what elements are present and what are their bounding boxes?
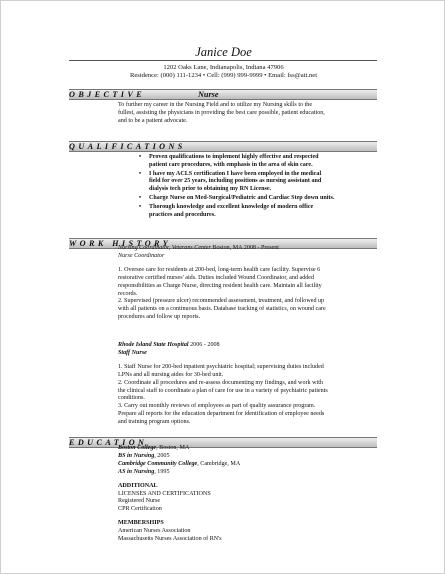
qualifications-heading: QUALIFICATIONS [69,142,186,151]
objective-section-bar [69,89,377,100]
job-duty: 2. Supervised (pressure ulcer) recommended assessment, treatment, and followed up with all patients on a continuous basis. Database tracking of statistics, on wound care procedures and follow up reports. [118,298,326,321]
job-duty: 1. Staff Nurse for 200-bed inpatient psychiatric hospital; supervising duties included LPNs and all nursing aides for 30-bed unit. [118,363,324,378]
membership-item: Massachusetts Nurses Association of RN's [118,536,222,543]
school-line: Boston College, Boston, MA [118,445,190,451]
school-line: Cambridge Community College, Cambridge, MA [118,460,241,467]
qualification-item: • Charge Nurse on Med-Surgical/Pediatric and Cardiac Step down units. [139,195,389,203]
resume-name: Janice Doe [195,45,252,59]
job-duty: 2. Coordinate all procedures and re-assess documenting my findings, and work with the clinical staff to coordinate a plan of care for use in a variety of psychiatric patients conditions. [118,379,328,402]
job-position: Nurse Coordinator [118,252,165,259]
contact-line: Residence: (000) 111-1234 • Cell: (999) 999-9999 • Email: fss@att.net [129,72,318,79]
education-heading: EDUCATION [69,438,148,447]
address-line: 1202 Oaks Lane, Indianapolis, Indiana 47906 [163,64,284,71]
job-duty: 1. Oversee care for residents at 200-bed, long-term health care facility. Supervise 6 restorative certified nurses' aids. Duties included Wound Coordinator, and added responsibilities as Charge Nurse, directing resident health care. Maintain all facility records. [118,266,322,297]
qualification-item: • Proven qualifications to implement highly effective and respected patient care procedures, with emphasis in the area of skin care. [139,154,389,170]
licenses-heading: LICENSES AND CERTIFICATIONS [118,490,211,497]
job-entry-rhode-island [118,342,388,427]
objective-text [118,102,388,126]
job-entry-veterans-center [118,245,388,322]
qualifications-section-bar [69,141,377,152]
additional-heading: ADDITIONAL [118,482,158,489]
qualification-item: • I have my ACLS certification I have been employed in the medical field for over 25 years, including positions as nursing assistant and dialysis tech prior to obtaining my RN License. [139,171,389,194]
objective-line: To further my career in the Nursing Field and to utilize my Nursing skills to the [118,102,313,108]
membership-item: American Nurses Association [118,528,191,535]
header-rule [69,60,377,61]
objective-line: and to be a patient advocate. [118,117,188,124]
job-title-line: Rhode Island State Hospital 2006 - 2008 [118,342,220,348]
objective-heading: OBJECTIVE [69,90,146,99]
job-duty: 3. Carry out monthly reviews of employees as part of quality assurance program. Prepare all reports for the education department for identification of employee needs and training program options. [118,403,325,426]
degree-line: BS in Nursing, 2005 [118,452,170,459]
education-details [118,445,388,544]
objective-target-title: Nurse [198,90,219,99]
qualifications-list [139,154,389,220]
license-item: Registered Nurse [118,498,161,505]
license-item: CPR Certification [118,506,162,513]
job-position: Staff Nurse [118,349,147,356]
degree-line: AS in Nursing, 1995 [118,468,170,475]
job-title-line: Nursing Coordinator, Veterans Center Boston, MA 2008 - Present [118,245,279,251]
qualification-item: • Thorough knowledge and excellent knowledge of modern office practices and procedures. [139,204,389,220]
work-history-heading: WORK HISTORY [69,239,172,248]
objective-line: fullest, assisting the physicians in providing the best care possible, patient education, [118,109,325,116]
memberships-heading: MEMBERSHIPS [118,520,164,527]
